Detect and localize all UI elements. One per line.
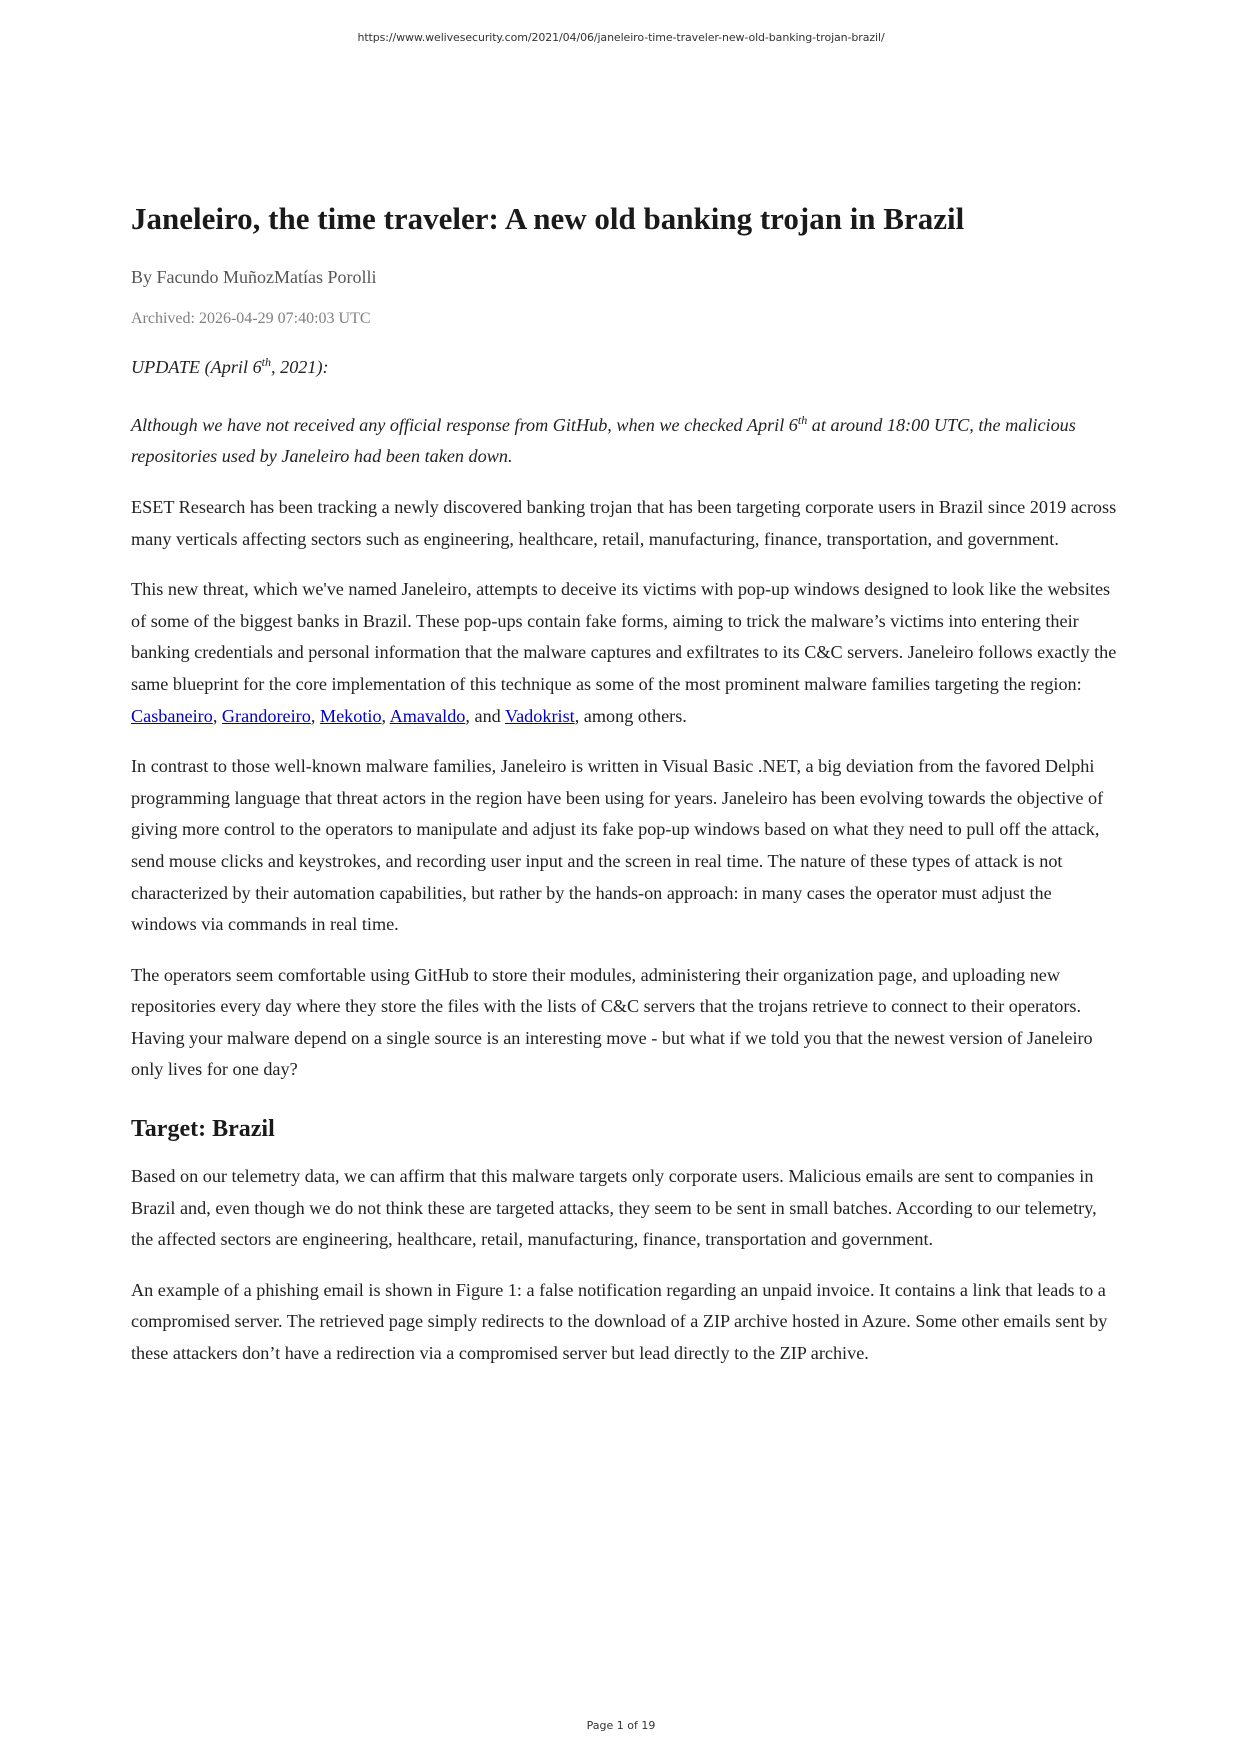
notice-suffix: at around 18:00 UTC, the malicious repositories used by Janeleiro had been taken down. xyxy=(131,414,1076,467)
link-separator: , and xyxy=(465,705,505,726)
article-byline: By Facundo MuñozMatías Porolli xyxy=(131,267,377,288)
paragraph-telemetry: Based on our telemetry data, we can affirm that this malware targets only corporate users. Malicious emails are sent to companies in Brazil and, even though we do not think these are targeted attacks, they seem to be sent in small batches. According to our telemetry, the affected sectors are engineering, healthcare, retail, manufacturing, finance, transportation and government. xyxy=(131,1166,1097,1250)
update-suffix: , 2021): xyxy=(271,357,329,378)
paragraph-intro: ESET Research has been tracking a newly discovered banking trojan that has been targeting corporate users in Brazil since 2019 across many verticals affecting sectors such as engineering, healthcare, retail, manufacturing, finance, transportation, and government. xyxy=(131,496,1117,549)
link-separator: , xyxy=(310,705,320,726)
link-grandoreiro[interactable]: Grandoreiro xyxy=(221,705,311,726)
paragraph-threat-end: , among others. xyxy=(574,705,687,726)
notice-sup: th xyxy=(797,412,808,427)
page-url: https://www.welivesecurity.com/2021/04/06/janeleiro-time-traveler-new-old-banking-trojan-brazil/ xyxy=(357,31,885,44)
link-casbaneiro[interactable]: Casbaneiro xyxy=(131,705,213,726)
paragraph-phishing: An example of a phishing email is shown in Figure 1: a false notification regarding an unpaid invoice. It contains a link that leads to a compromised server. The retrieved page simply redirects to the download of a ZIP archive hosted in Azure. Some other emails sent by these attackers don’t have a redirection via a compromised server but lead directly to the ZIP archive. xyxy=(131,1279,1108,1364)
update-sup: th xyxy=(261,355,272,370)
link-amavaldo[interactable]: Amavaldo xyxy=(389,705,466,726)
article xyxy=(131,200,1121,1389)
link-separator: , xyxy=(381,705,390,726)
link-vadokrist[interactable]: Vadokrist xyxy=(504,705,575,726)
link-mekotio[interactable]: Mekotio xyxy=(319,705,382,726)
update-notice xyxy=(131,410,1121,473)
paragraph-github: The operators seem comfortable using GitHub to store their modules, administering their organization page, and uploading new repositories every day where they store the files with the lists of C&C servers that the trojans retrieve to connect to their operators. Having your malware depend on a single source is an interesting move - but what if we told you that the newest version of Janeleiro only lives for one day? xyxy=(131,964,1093,1080)
page-number: Page 1 of 19 xyxy=(586,1719,656,1732)
update-prefix: UPDATE (April 6 xyxy=(131,357,262,378)
paragraph-contrast: In contrast to those well-known malware families, Janeleiro is written in Visual Basic .NET, a big deviation from the favored Delphi programming language that threat actors in the region have been using for years. Janeleiro has been evolving towards the objective of giving more control to the operators to manipulate and adjust its fake pop-up windows based on what they need to pull off the attack, send mouse clicks and keystrokes, and recording user input and the screen in real time. The nature of these types of attack is not characterized by their automation capabilities, but rather by the hands-on approach: in many cases the operator must adjust the windows via commands in real time. xyxy=(131,756,1104,935)
paragraph-threat xyxy=(131,574,1121,732)
notice-prefix: Although we have not received any official response from GitHub, when we checked April 6 xyxy=(131,414,798,435)
archived-timestamp: Archived: 2026-04-29 07:40:03 UTC xyxy=(131,310,371,328)
paragraph-threat-text: This new threat, which we've named Janeleiro, attempts to deceive its victims with pop-up windows designed to look like the websites of some of the biggest banks in Brazil. These pop-ups contain fake forms, aiming to trick the malware’s victims into entering their banking credentials and personal information that the malware captures and exfiltrates to its C&C servers. Janeleiro follows exactly the same blueprint for the core implementation of this technique as some of the most prominent malware families targeting the region: xyxy=(131,579,1117,694)
article-title: Janeleiro, the time traveler: A new old banking trojan in Brazil xyxy=(131,201,965,236)
link-separator: , xyxy=(212,705,222,726)
section-heading-target-brazil: Target: Brazil xyxy=(131,1116,275,1143)
update-heading xyxy=(131,352,1121,384)
